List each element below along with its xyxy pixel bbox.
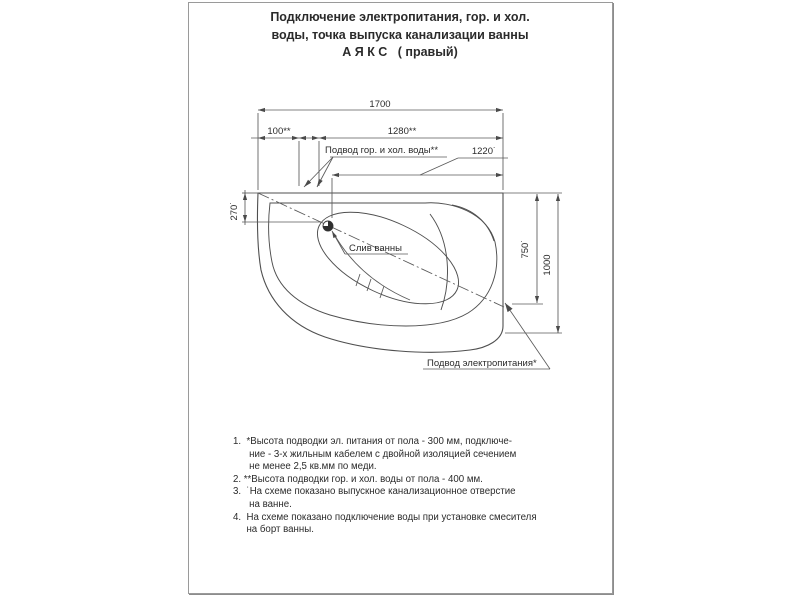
note-line-6: на ванне. [233,498,292,510]
note-line-3: не менее 2,5 кв.мм по меди. [233,461,377,473]
dim-overall-depth: 1000 [542,254,553,276]
installation-notes [233,436,537,537]
note-line-8: на борт ванны. [233,524,314,536]
bathtub-outline [257,193,504,352]
note-line-7: 4. На схеме показано подключение воды при установке смесителя [233,511,537,523]
label-power-supply: Подвод электропитания* [427,358,537,369]
power-supply-arrowhead [505,303,513,312]
dim-water-offset-left: 100** [267,126,291,137]
headrest-pillow-line [452,205,494,241]
basin-step-tick-3 [380,286,384,298]
title-line-3: А Я К С ( правый) [342,45,458,59]
dim-drain-offset: 1220˙ [471,146,497,157]
title-line-2: воды, точка выпуска канализации ванны [271,27,529,42]
dim-drain-depth: 750˙ [520,239,531,259]
note-line-5: 3. ˙На схеме показано выпускное канализационное отверстие [233,486,516,498]
note-line-1: 1. *Высота подводки эл. питания от пола - 300 мм, подключе- [233,436,513,447]
note-line-2: ние - 3-х жильным кабелем с двойной изоляцией сечением [233,448,517,460]
dim-water-span: 1280** [387,126,417,137]
label-drain: Слив ванны [349,243,402,254]
dim-corner-to-drain: 270˙ [229,201,240,221]
note-line-4: 2. **Высота подводки гор. и хол. воды от пола - 400 мм. [233,473,483,485]
headrest-divider [430,214,447,310]
drain-marker [323,221,333,231]
dimension-arrowheads [243,108,560,333]
label-water-supply: Подвод гор. и хол. воды** [325,145,439,156]
title-line-1: Подключение электропитания, гор. и хол. [270,10,530,24]
dim-overall-width: 1700 [369,99,391,110]
bathtub-inner-rim [269,203,497,326]
